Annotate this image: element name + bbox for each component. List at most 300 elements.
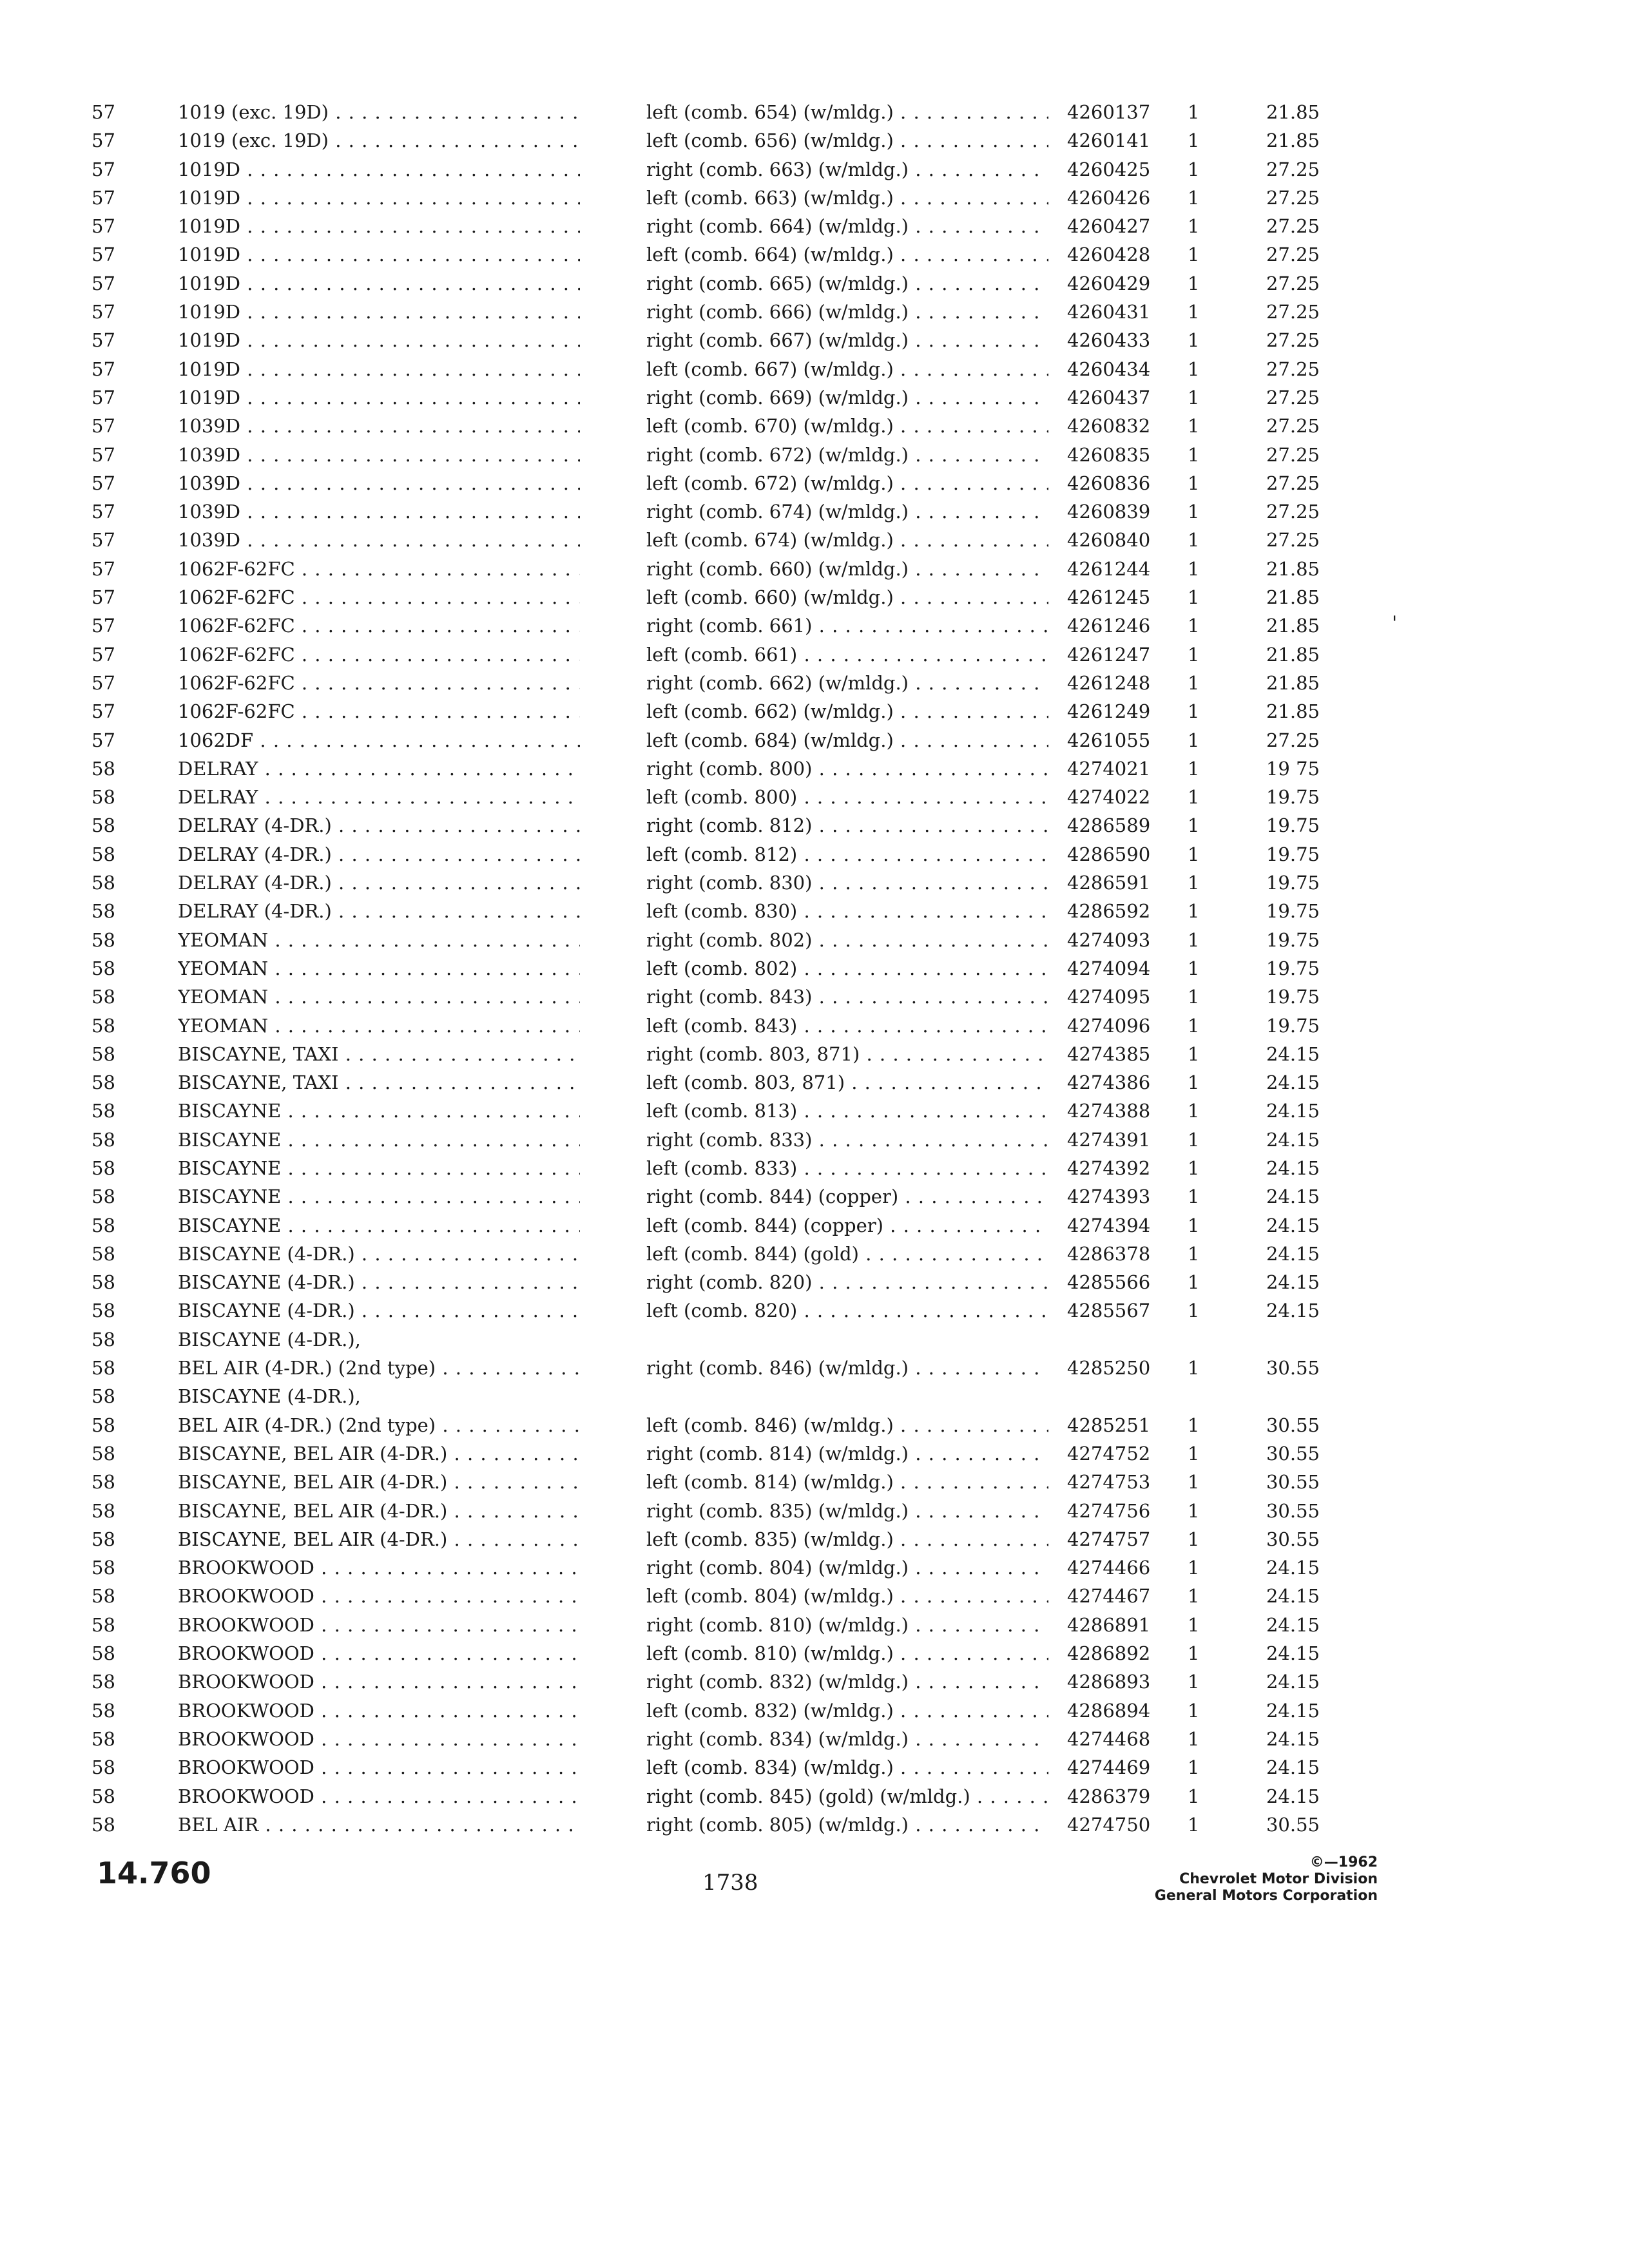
part-number-cell: 4286893 [1067, 1671, 1151, 1693]
model-cell: 1019D . . . [178, 184, 580, 212]
description-cell: right (comb. 800) . . . [646, 754, 1048, 783]
part-number-cell: 4274095 [1067, 986, 1151, 1008]
description-cell: right (comb. 660) (w/mldg.) . . . [646, 555, 1048, 583]
year-cell: 58 [92, 1157, 115, 1179]
quantity-cell: 1 [1188, 1471, 1200, 1494]
price-cell: 27.25 [1266, 329, 1320, 352]
description-cell: right (comb. 834) (w/mldg.) . . . [646, 1725, 1048, 1753]
table-row [0, 869, 1629, 897]
quantity-cell: 1 [1188, 1642, 1200, 1665]
description-cell: left (comb. 834) (w/mldg.) . . . [646, 1753, 1048, 1782]
quantity-cell: 1 [1188, 101, 1200, 123]
table-row [0, 726, 1629, 754]
model-cell: 1019D . . . [178, 298, 580, 326]
year-cell: 57 [92, 386, 115, 408]
price-cell: 21.85 [1266, 671, 1320, 694]
model-cell: BISCAYNE . . . [178, 1182, 580, 1211]
part-number-cell: 4285567 [1067, 1300, 1151, 1322]
part-number-cell: 4261245 [1067, 586, 1151, 609]
year-cell: 58 [92, 1813, 115, 1836]
price-cell: 27.25 [1266, 244, 1320, 266]
year-cell: 57 [92, 700, 115, 723]
year-cell: 58 [92, 1471, 115, 1494]
quantity-cell: 1 [1188, 1756, 1200, 1779]
year-cell: 58 [92, 1271, 115, 1294]
price-cell: 19 75 [1266, 757, 1320, 780]
description-cell: left (comb. 654) (w/mldg.) . . . [646, 98, 1048, 126]
part-number-cell: 4274750 [1067, 1813, 1151, 1836]
table-row [0, 1553, 1629, 1582]
year-cell: 58 [92, 1557, 115, 1579]
quantity-cell: 1 [1188, 700, 1200, 723]
model-cell: 1062F-62FC . . . [178, 669, 580, 697]
part-number-cell: 4274022 [1067, 786, 1151, 809]
model-cell: BISCAYNE (4-DR.), [178, 1385, 361, 1408]
price-cell: 24.15 [1266, 1642, 1320, 1665]
table-row [0, 954, 1629, 983]
year-cell: 57 [92, 443, 115, 466]
year-cell: 57 [92, 244, 115, 266]
quantity-cell: 1 [1188, 957, 1200, 979]
quantity-cell: 1 [1188, 1585, 1200, 1608]
model-cell: BISCAYNE (4-DR.), [178, 1328, 361, 1350]
description-cell: left (comb. 830) . . . [646, 897, 1048, 925]
price-cell: 27.25 [1266, 386, 1320, 408]
part-number-cell: 4286379 [1067, 1785, 1151, 1807]
year-cell: 57 [92, 301, 115, 323]
part-number-cell: 4286591 [1067, 872, 1151, 894]
year-cell: 57 [92, 186, 115, 209]
table-row [0, 1639, 1629, 1667]
table-row [0, 1667, 1629, 1696]
part-number-cell: 4260840 [1067, 529, 1151, 552]
model-cell: BROOKWOOD . . . [178, 1582, 580, 1610]
part-number-cell: 4274469 [1067, 1756, 1151, 1779]
table-row [0, 155, 1629, 184]
price-cell: 19.75 [1266, 843, 1320, 865]
quantity-cell: 1 [1188, 501, 1200, 523]
price-cell: 27.25 [1266, 729, 1320, 751]
table-row [0, 98, 1629, 126]
model-cell: BROOKWOOD . . . [178, 1553, 580, 1582]
quantity-cell: 1 [1188, 900, 1200, 923]
description-cell: right (comb. 810) (w/mldg.) . . . [646, 1611, 1048, 1639]
price-cell: 19.75 [1266, 786, 1320, 809]
model-cell: BEL AIR (4-DR.) (2nd type) . . . [178, 1411, 580, 1439]
price-cell: 27.25 [1266, 301, 1320, 323]
description-cell: left (comb. 814) (w/mldg.) . . . [646, 1468, 1048, 1496]
part-number-cell: 4274467 [1067, 1585, 1151, 1608]
part-number-cell: 4261249 [1067, 700, 1151, 723]
model-cell: BISCAYNE . . . [178, 1097, 580, 1125]
year-cell: 57 [92, 557, 115, 580]
description-cell: right (comb. 667) (w/mldg.) . . . [646, 326, 1048, 354]
description-cell: left (comb. 670) (w/mldg.) . . . [646, 412, 1048, 440]
price-cell: 24.15 [1266, 1214, 1320, 1236]
part-number-cell: 4274468 [1067, 1727, 1151, 1750]
price-cell: 27.25 [1266, 472, 1320, 494]
quantity-cell: 1 [1188, 1242, 1200, 1265]
quantity-cell: 1 [1188, 215, 1200, 238]
price-cell: 27.25 [1266, 415, 1320, 437]
corporation-name: General Motors Corporation [1154, 1888, 1378, 1904]
description-cell: left (comb. 663) (w/mldg.) . . . [646, 184, 1048, 212]
year-cell: 58 [92, 1499, 115, 1522]
price-cell: 19.75 [1266, 900, 1320, 923]
table-row [0, 326, 1629, 354]
description-cell: left (comb. 672) (w/mldg.) . . . [646, 469, 1048, 497]
description-cell: left (comb. 843) . . . [646, 1012, 1048, 1040]
price-cell: 24.15 [1266, 1785, 1320, 1807]
model-cell: 1039D . . . [178, 497, 580, 526]
part-number-cell: 4260835 [1067, 443, 1151, 466]
price-cell: 24.15 [1266, 1100, 1320, 1122]
part-number-cell: 4274752 [1067, 1442, 1151, 1465]
table-row [0, 1211, 1629, 1240]
price-cell: 27.25 [1266, 158, 1320, 180]
table-row [0, 269, 1629, 298]
table-row [0, 184, 1629, 212]
quantity-cell: 1 [1188, 1442, 1200, 1465]
table-row [0, 669, 1629, 697]
part-number-cell: 4274385 [1067, 1043, 1151, 1065]
description-cell: left (comb. 660) (w/mldg.) . . . [646, 583, 1048, 611]
quantity-cell: 1 [1188, 1100, 1200, 1122]
part-number-cell: 4260434 [1067, 358, 1151, 380]
price-cell: 24.15 [1266, 1585, 1320, 1608]
description-cell: right (comb. 672) (w/mldg.) . . . [646, 441, 1048, 469]
copyright-year: ©—1962 [1309, 1854, 1378, 1870]
table-row [0, 526, 1629, 554]
model-cell: BISCAYNE, TAXI . . . [178, 1068, 580, 1097]
year-cell: 58 [92, 757, 115, 780]
price-cell: 27.25 [1266, 443, 1320, 466]
model-cell: DELRAY (4-DR.) . . . [178, 840, 580, 869]
part-number-cell: 4274466 [1067, 1557, 1151, 1579]
part-number-cell: 4260431 [1067, 301, 1151, 323]
year-cell: 58 [92, 1242, 115, 1265]
description-cell: left (comb. 662) (w/mldg.) . . . [646, 697, 1048, 726]
quantity-cell: 1 [1188, 757, 1200, 780]
quantity-cell: 1 [1188, 1727, 1200, 1750]
quantity-cell: 1 [1188, 1271, 1200, 1294]
model-cell: 1019D . . . [178, 155, 580, 184]
price-cell: 24.15 [1266, 1699, 1320, 1722]
price-cell: 24.15 [1266, 1727, 1320, 1750]
part-number-cell: 4274757 [1067, 1528, 1151, 1550]
part-number-cell: 4274388 [1067, 1100, 1151, 1122]
description-cell: right (comb. 843) . . . [646, 983, 1048, 1011]
year-cell: 57 [92, 272, 115, 294]
year-cell: 57 [92, 501, 115, 523]
table-row [0, 1240, 1629, 1268]
quantity-cell: 1 [1188, 1557, 1200, 1579]
year-cell: 58 [92, 1214, 115, 1236]
year-cell: 58 [92, 1528, 115, 1550]
part-number-cell: 4260428 [1067, 244, 1151, 266]
part-number-cell: 4261247 [1067, 643, 1151, 666]
description-cell: right (comb. 669) (w/mldg.) . . . [646, 383, 1048, 412]
quantity-cell: 1 [1188, 1014, 1200, 1037]
year-cell: 57 [92, 729, 115, 751]
quantity-cell: 1 [1188, 671, 1200, 694]
price-cell: 24.15 [1266, 1613, 1320, 1636]
year-cell: 58 [92, 1043, 115, 1065]
model-cell: DELRAY (4-DR.) . . . [178, 811, 580, 840]
table-row [0, 1382, 1629, 1410]
price-cell: 21.85 [1266, 586, 1320, 609]
table-row [0, 1468, 1629, 1496]
quantity-cell: 1 [1188, 130, 1200, 152]
price-cell: 21.85 [1266, 130, 1320, 152]
year-cell: 57 [92, 101, 115, 123]
price-cell: 24.15 [1266, 1072, 1320, 1094]
quantity-cell: 1 [1188, 1699, 1200, 1722]
description-cell: left (comb. 844) (copper) . . . [646, 1211, 1048, 1240]
quantity-cell: 1 [1188, 872, 1200, 894]
description-cell: right (comb. 835) (w/mldg.) . . . [646, 1497, 1048, 1525]
quantity-cell: 1 [1188, 1157, 1200, 1179]
year-cell: 57 [92, 130, 115, 152]
part-number-cell: 4286892 [1067, 1642, 1151, 1665]
quantity-cell: 1 [1188, 1613, 1200, 1636]
price-cell: 21.85 [1266, 643, 1320, 666]
price-cell: 30.55 [1266, 1442, 1320, 1465]
description-cell: left (comb. 810) (w/mldg.) . . . [646, 1639, 1048, 1667]
model-cell: BISCAYNE, TAXI . . . [178, 1040, 580, 1068]
year-cell: 57 [92, 586, 115, 609]
year-cell: 58 [92, 1442, 115, 1465]
model-cell: YEOMAN . . . [178, 1012, 580, 1040]
table-row [0, 583, 1629, 611]
description-cell: right (comb. 802) . . . [646, 926, 1048, 954]
table-row [0, 497, 1629, 526]
table-row [0, 1012, 1629, 1040]
table-row [0, 926, 1629, 954]
quantity-cell: 1 [1188, 814, 1200, 837]
year-cell: 57 [92, 472, 115, 494]
model-cell: BEL AIR (4-DR.) (2nd type) . . . [178, 1354, 580, 1382]
table-row [0, 1411, 1629, 1439]
table-row [0, 1582, 1629, 1610]
table-row [0, 697, 1629, 726]
quantity-cell: 1 [1188, 472, 1200, 494]
quantity-cell: 1 [1188, 643, 1200, 666]
quantity-cell: 1 [1188, 986, 1200, 1008]
year-cell: 58 [92, 986, 115, 1008]
year-cell: 58 [92, 1613, 115, 1636]
part-number-cell: 4286891 [1067, 1613, 1151, 1636]
description-cell: right (comb. 804) (w/mldg.) . . . [646, 1553, 1048, 1582]
year-cell: 58 [92, 814, 115, 837]
year-cell: 58 [92, 1128, 115, 1151]
description-cell: left (comb. 803, 871) . . . [646, 1068, 1048, 1097]
price-cell: 19.75 [1266, 814, 1320, 837]
year-cell: 58 [92, 1585, 115, 1608]
model-cell: 1039D . . . [178, 526, 580, 554]
description-cell: left (comb. 846) (w/mldg.) . . . [646, 1411, 1048, 1439]
model-cell: 1039D . . . [178, 469, 580, 497]
description-cell: left (comb. 844) (gold) . . . [646, 1240, 1048, 1268]
year-cell: 58 [92, 1385, 115, 1408]
model-cell: 1062F-62FC . . . [178, 611, 580, 640]
price-cell: 30.55 [1266, 1499, 1320, 1522]
description-cell: right (comb. 814) (w/mldg.) . . . [646, 1439, 1048, 1468]
model-cell: 1039D . . . [178, 412, 580, 440]
part-number-cell: 4285251 [1067, 1414, 1151, 1436]
year-cell: 57 [92, 615, 115, 637]
quantity-cell: 1 [1188, 1785, 1200, 1807]
part-number-cell: 4286592 [1067, 900, 1151, 923]
year-cell: 57 [92, 671, 115, 694]
description-cell: right (comb. 812) . . . [646, 811, 1048, 840]
year-cell: 57 [92, 415, 115, 437]
year-cell: 57 [92, 158, 115, 180]
year-cell: 58 [92, 1300, 115, 1322]
model-cell: YEOMAN . . . [178, 954, 580, 983]
year-cell: 58 [92, 1414, 115, 1436]
year-cell: 58 [92, 1014, 115, 1037]
part-number-cell: 4274021 [1067, 757, 1151, 780]
model-cell: DELRAY (4-DR.) . . . [178, 869, 580, 897]
table-row [0, 1154, 1629, 1182]
part-number-cell: 4261055 [1067, 729, 1151, 751]
part-number-cell: 4260836 [1067, 472, 1151, 494]
year-cell: 58 [92, 1328, 115, 1350]
part-number-cell: 4285566 [1067, 1271, 1151, 1294]
table-row [0, 441, 1629, 469]
description-cell: right (comb. 665) (w/mldg.) . . . [646, 269, 1048, 298]
year-cell: 58 [92, 1785, 115, 1807]
table-row [0, 555, 1629, 583]
description-cell: left (comb. 656) (w/mldg.) . . . [646, 126, 1048, 155]
model-cell: BROOKWOOD . . . [178, 1696, 580, 1725]
description-cell: left (comb. 667) (w/mldg.) . . . [646, 355, 1048, 383]
table-row [0, 355, 1629, 383]
table-row [0, 840, 1629, 869]
model-cell: BROOKWOOD . . . [178, 1753, 580, 1782]
model-cell: 1019D . . . [178, 326, 580, 354]
price-cell: 21.85 [1266, 101, 1320, 123]
table-row [0, 611, 1629, 640]
description-cell: right (comb. 846) (w/mldg.) . . . [646, 1354, 1048, 1382]
table-row [0, 983, 1629, 1011]
table-row [0, 1097, 1629, 1125]
quantity-cell: 1 [1188, 415, 1200, 437]
table-row [0, 754, 1629, 783]
description-cell: left (comb. 804) (w/mldg.) . . . [646, 1582, 1048, 1610]
quantity-cell: 1 [1188, 729, 1200, 751]
table-row [0, 126, 1629, 155]
part-number-cell: 4274392 [1067, 1157, 1151, 1179]
model-cell: BISCAYNE (4-DR.) . . . [178, 1268, 580, 1296]
price-cell: 21.85 [1266, 700, 1320, 723]
model-cell: BROOKWOOD . . . [178, 1782, 580, 1811]
model-cell: BISCAYNE . . . [178, 1154, 580, 1182]
quantity-cell: 1 [1188, 1357, 1200, 1379]
description-cell: right (comb. 832) (w/mldg.) . . . [646, 1667, 1048, 1696]
year-cell: 58 [92, 1671, 115, 1693]
price-cell: 30.55 [1266, 1528, 1320, 1550]
year-cell: 58 [92, 1186, 115, 1208]
model-cell: 1062F-62FC . . . [178, 640, 580, 669]
part-number-cell: 4260425 [1067, 158, 1151, 180]
model-cell: 1062F-62FC . . . [178, 555, 580, 583]
model-cell: DELRAY . . . [178, 754, 580, 783]
price-cell: 19.75 [1266, 1014, 1320, 1037]
quantity-cell: 1 [1188, 1499, 1200, 1522]
price-cell: 27.25 [1266, 215, 1320, 238]
price-cell: 24.15 [1266, 1756, 1320, 1779]
year-cell: 58 [92, 1072, 115, 1094]
copyright-block [1155, 1854, 1378, 1905]
table-row [0, 469, 1629, 497]
quantity-cell: 1 [1188, 1813, 1200, 1836]
quantity-cell: 1 [1188, 529, 1200, 552]
model-cell: DELRAY . . . [178, 783, 580, 811]
price-cell: 24.15 [1266, 1271, 1320, 1294]
part-number-cell: 4285250 [1067, 1357, 1151, 1379]
description-cell: right (comb. 845) (gold) (w/mldg.) . . . [646, 1782, 1048, 1811]
table-row [0, 1439, 1629, 1468]
model-cell: 1019 (exc. 19D) . . . [178, 98, 580, 126]
model-cell: BISCAYNE . . . [178, 1211, 580, 1240]
table-row [0, 1325, 1629, 1354]
description-cell: left (comb. 800) . . . [646, 783, 1048, 811]
parts-catalog-table [0, 98, 1629, 1839]
table-row [0, 212, 1629, 240]
model-cell: 1019D . . . [178, 269, 580, 298]
year-cell: 58 [92, 900, 115, 923]
year-cell: 58 [92, 1756, 115, 1779]
table-row [0, 811, 1629, 840]
description-cell: right (comb. 820) . . . [646, 1268, 1048, 1296]
table-row [0, 1811, 1629, 1839]
quantity-cell: 1 [1188, 272, 1200, 294]
table-row [0, 1268, 1629, 1296]
quantity-cell: 1 [1188, 843, 1200, 865]
model-cell: 1019D . . . [178, 355, 580, 383]
price-cell: 24.15 [1266, 1557, 1320, 1579]
quantity-cell: 1 [1188, 1528, 1200, 1550]
description-cell: left (comb. 835) (w/mldg.) . . . [646, 1525, 1048, 1553]
part-number-cell: 4260832 [1067, 415, 1151, 437]
price-cell: 30.55 [1266, 1414, 1320, 1436]
description-cell: right (comb. 803, 871) . . . [646, 1040, 1048, 1068]
description-cell: right (comb. 661) . . . [646, 611, 1048, 640]
table-row [0, 1611, 1629, 1639]
model-cell: BROOKWOOD . . . [178, 1611, 580, 1639]
quantity-cell: 1 [1188, 158, 1200, 180]
model-cell: BROOKWOOD . . . [178, 1639, 580, 1667]
part-number-cell: 4260839 [1067, 501, 1151, 523]
year-cell: 57 [92, 215, 115, 238]
description-cell: left (comb. 812) . . . [646, 840, 1048, 869]
part-number-cell: 4274393 [1067, 1186, 1151, 1208]
year-cell: 58 [92, 1642, 115, 1665]
table-row [0, 1525, 1629, 1553]
model-cell: 1019 (exc. 19D) . . . [178, 126, 580, 155]
description-cell: left (comb. 833) . . . [646, 1154, 1048, 1182]
table-row [0, 412, 1629, 440]
model-cell: DELRAY (4-DR.) . . . [178, 897, 580, 925]
part-number-cell: 4260437 [1067, 386, 1151, 408]
part-number-cell: 4286894 [1067, 1699, 1151, 1722]
model-cell: BISCAYNE (4-DR.) . . . [178, 1240, 580, 1268]
description-cell: right (comb. 662) (w/mldg.) . . . [646, 669, 1048, 697]
price-cell: 19.75 [1266, 986, 1320, 1008]
model-cell: 1062DF . . . [178, 726, 580, 754]
